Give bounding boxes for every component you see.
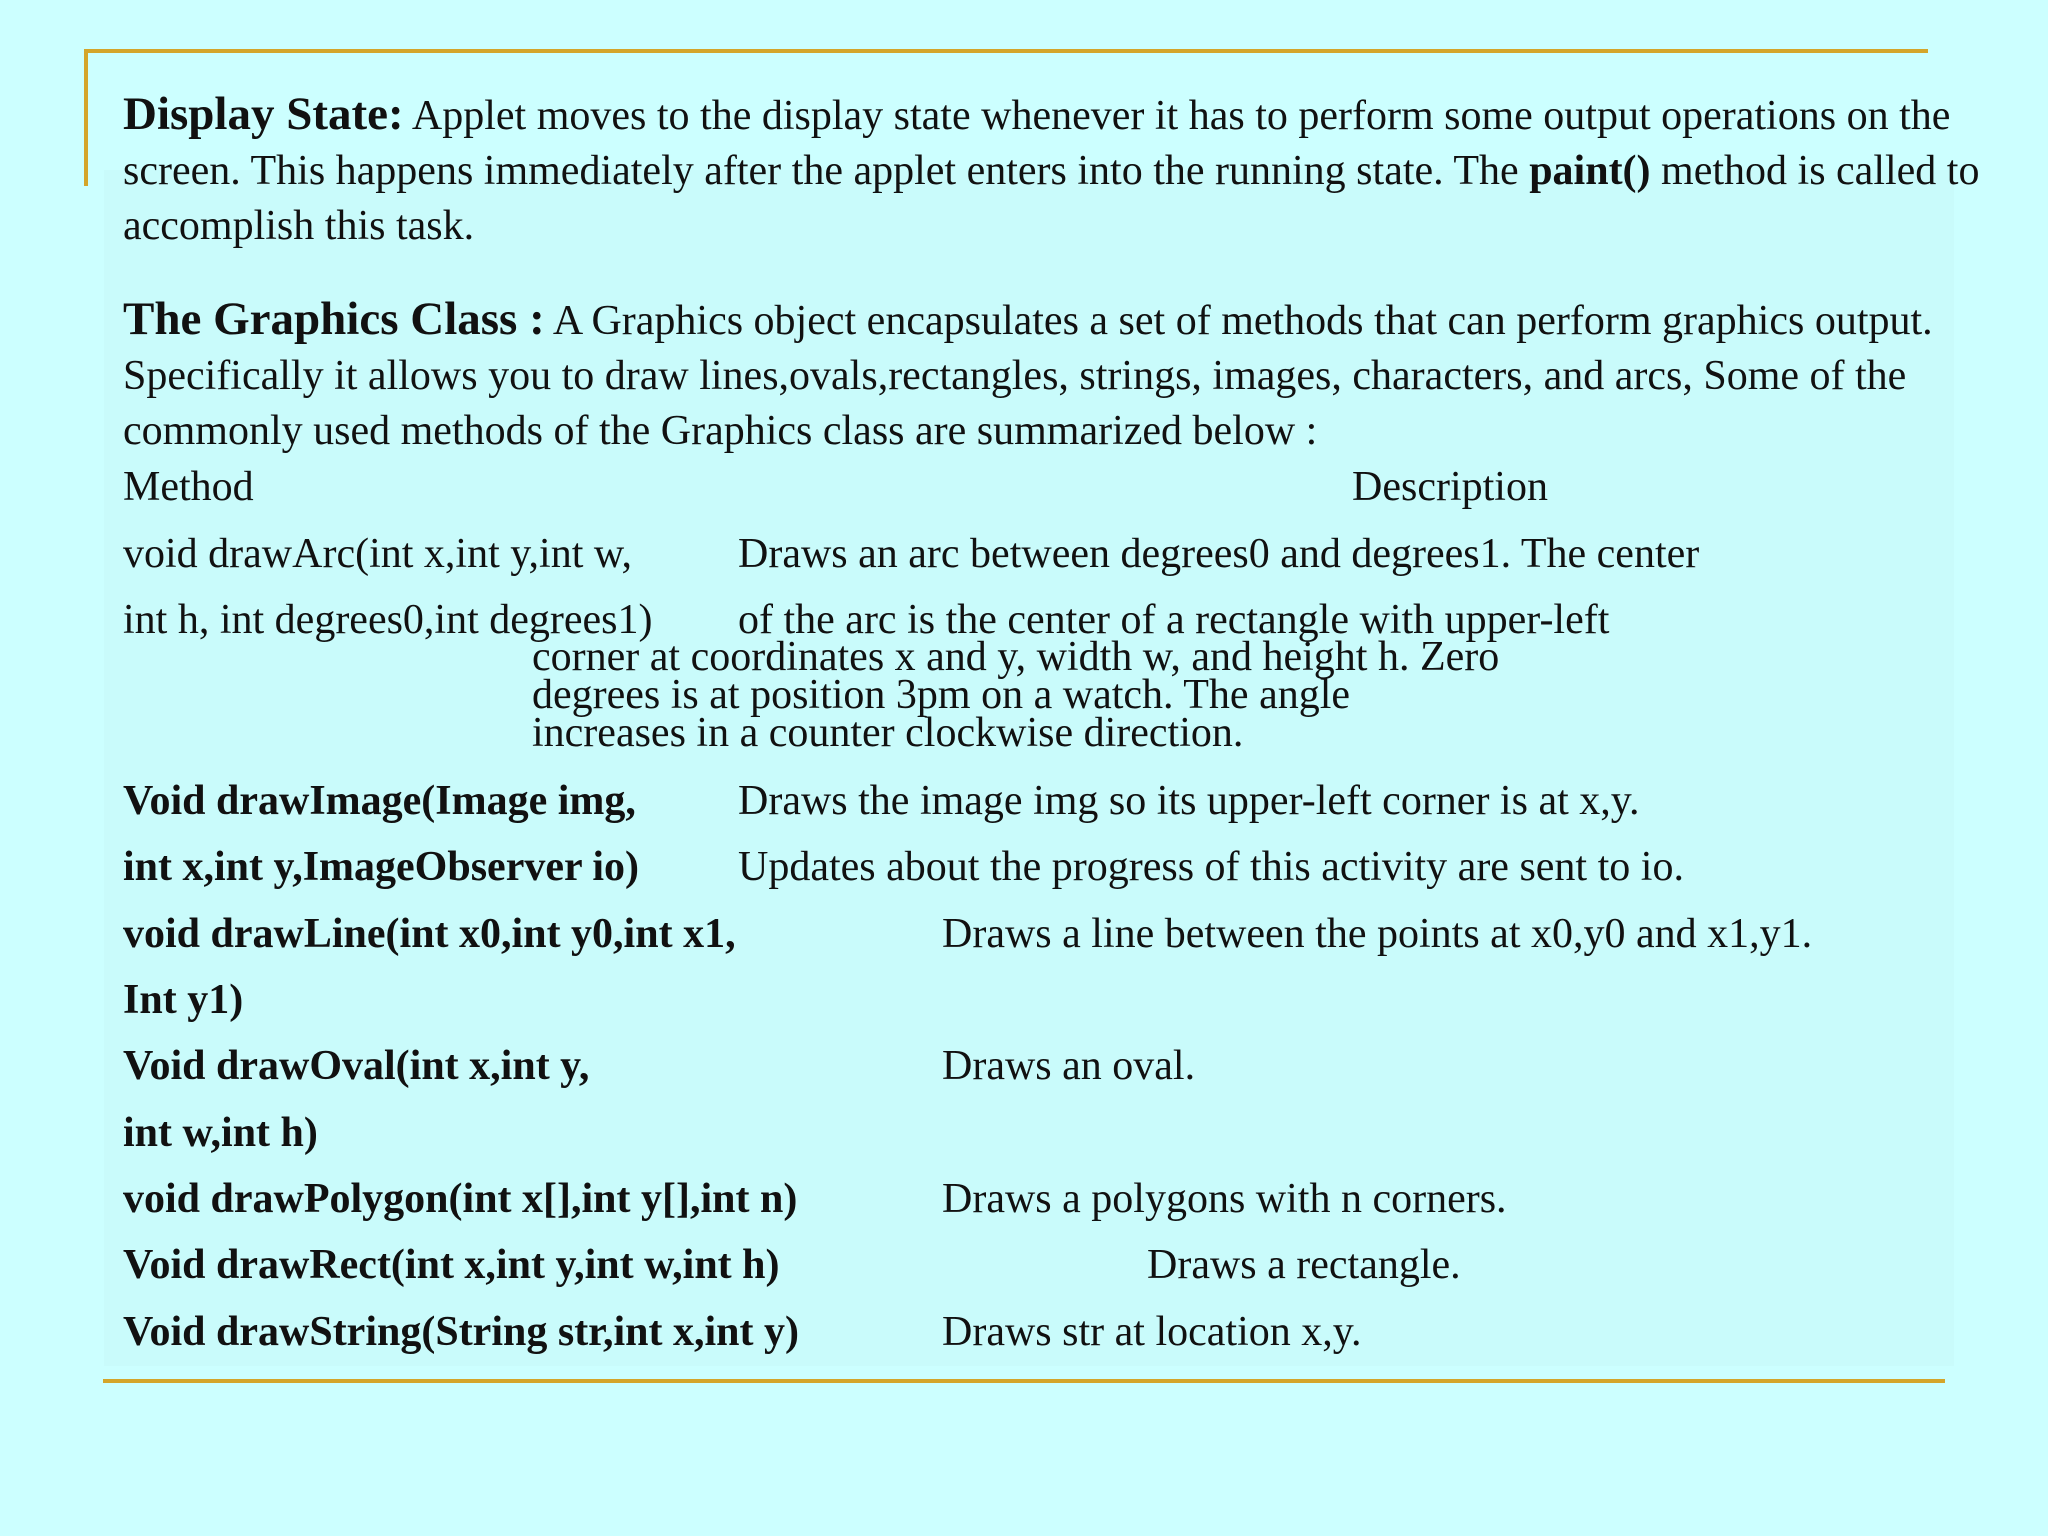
bottom-rule [103,1379,1945,1383]
description-draw-arc-line5: increases in a counter clockwise direction. [532,710,1244,756]
graphics-class-text: A Graphics object encapsulates a set of methods that can perform graphics output. Specifically it allows you to draw lines,ovals,rectangles, strings, images, characters, and arcs, Some of the commonly used methods of the Graphics class are summarized below : [123,298,1933,454]
method-draw-line-cont: Int y1) [123,977,244,1023]
display-state-text: Applet moves to the display state whenever it has to perform some output operations on the screen. This happens immediately after the applet enters into the running state. The [123,93,1951,194]
left-rule [84,49,88,186]
method-draw-polygon: void drawPolygon(int x[],int y[],int n) [123,1176,798,1222]
method-draw-oval-cont: int w,int h) [123,1110,318,1156]
description-draw-image-cont: Updates about the progress of this activity are sent to io. [738,844,1684,890]
graphics-class-paragraph [123,292,1983,459]
description-column-header: Description [1352,464,1548,510]
description-draw-oval: Draws an oval. [942,1043,1196,1089]
top-rule [84,49,1928,53]
display-state-paragraph [123,87,1983,254]
description-draw-line: Draws a line between the points at x0,y0 and x1,y1. [942,911,1813,957]
description-draw-polygon: Draws a polygons with n corners. [942,1176,1507,1222]
method-draw-arc: void drawArc(int x,int y,int w, [123,531,632,577]
method-draw-image: Void drawImage(Image img, [123,778,636,824]
description-draw-arc-line4: degrees is at position 3pm on a watch. The angle [532,672,1351,718]
display-state-text-end: method is called to accomplish this task. [123,148,1980,249]
method-draw-arc-cont: int h, int degrees0,int degrees1) [123,597,653,643]
method-draw-image-cont: int x,int y,ImageObserver io) [123,844,640,890]
method-draw-oval: Void drawOval(int x,int y, [123,1043,590,1089]
paint-method: paint() [1529,148,1651,194]
graphics-class-heading: The Graphics Class : [123,293,545,345]
description-draw-arc-cont: of the arc is the center of a rectangle with upper-left [738,597,1610,643]
method-draw-string: Void drawString(String str,int x,int y) [123,1309,799,1355]
display-state-heading: Display State: [123,88,404,140]
description-draw-string: Draws str at location x,y. [942,1309,1362,1355]
description-draw-arc-line3: corner at coordinates x and y, width w, and height h. Zero [532,634,1500,680]
description-draw-image: Draws the image img so its upper-left corner is at x,y. [738,778,1640,824]
method-draw-line: void drawLine(int x0,int y0,int x1, [123,911,736,957]
method-draw-rect: Void drawRect(int x,int y,int w,int h) [123,1242,780,1288]
method-column-header: Method [123,464,254,510]
description-draw-rect: Draws a rectangle. [1147,1242,1461,1288]
description-draw-arc: Draws an arc between degrees0 and degrees1. The center [738,531,1700,577]
